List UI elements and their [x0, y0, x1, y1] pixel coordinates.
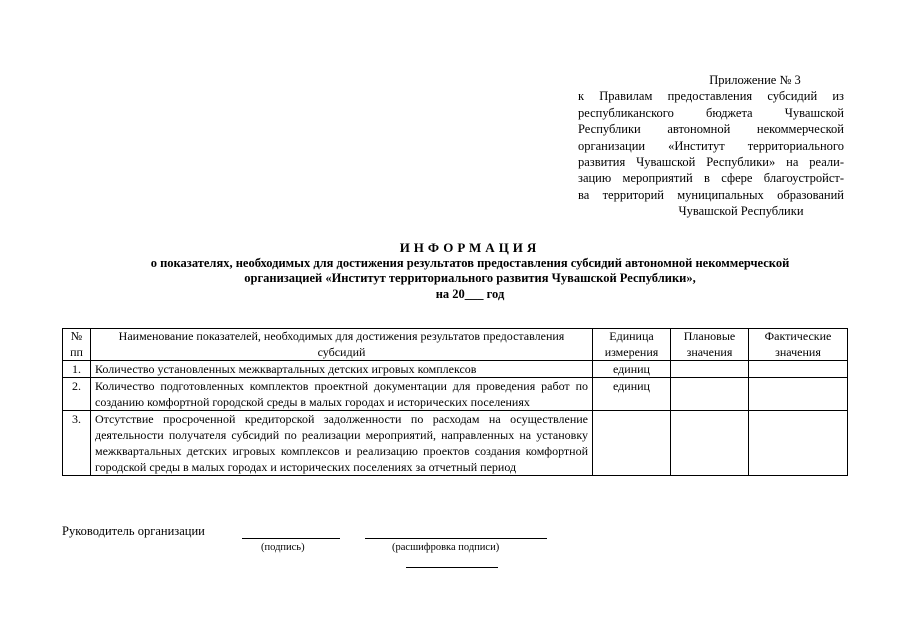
header-num: № пп [63, 329, 91, 361]
heading-line-1: о показателях, необходимых для достижения результатов предоставления субсидий автономной некоммерческой [150, 255, 790, 270]
table-header-row [63, 329, 848, 361]
appendix-line: к Правилам предоставления субсидий из [578, 89, 844, 104]
signature-label: Руководитель организации [62, 524, 205, 538]
row-unit [593, 411, 671, 476]
header-fact: Фактические значения [749, 329, 848, 361]
header-unit: Единица измерения [593, 329, 671, 361]
row-plan [671, 361, 749, 378]
table-row [63, 378, 848, 411]
signature-line[interactable] [242, 538, 340, 539]
row-name: Количество подготовленных комплектов проектной документации для проведения работ по созданию комфортной городской среды в малых городах и исторических поселениях [91, 378, 593, 411]
appendix-line: ва территорий муниципальных образований [578, 187, 844, 202]
row-num: 1. [63, 361, 91, 378]
appendix-line: развития Чувашской Республики» на реали- [578, 155, 844, 170]
row-unit: единиц [593, 361, 671, 378]
signature-block [62, 524, 662, 584]
row-num: 2. [63, 378, 91, 411]
signature-decode-caption: (расшифровка подписи) [392, 542, 500, 553]
signature-caption: (подпись) [261, 542, 305, 553]
document-heading [60, 240, 880, 302]
row-fact [749, 411, 848, 476]
header-plan: Плановые значения [671, 329, 749, 361]
appendix-line: Чувашской Республики [678, 204, 804, 219]
header-name: Наименование показателей, необходимых для достижения результатов предоставления субсидий [91, 329, 593, 361]
heading-title: ИНФОРМАЦИЯ [399, 240, 541, 255]
row-name: Количество установленных межквартальных детских игровых комплексов [91, 361, 593, 378]
signature-decode-line[interactable] [365, 538, 547, 539]
indicators-table [62, 328, 848, 476]
appendix-line: зацию мероприятий в сфере благоустройст- [578, 171, 844, 186]
heading-line-2: организацией «Институт территориального развития Чувашской Республики», [244, 271, 696, 285]
date-line[interactable] [406, 567, 498, 568]
table-row [63, 361, 848, 378]
appendix-block [578, 72, 844, 220]
table-row [63, 411, 848, 476]
appendix-title: Приложение № 3 [709, 73, 801, 87]
row-name: Отсутствие просроченной кредиторской задолженности по расходам на осуществление деятельности получателя субсидий по реализации мероприятий, направленных на установку межквартальных детских игровых комплексов и реализацию проектов создания комфортной городской среды в малых городах и исторических поселениях за отчетный период [91, 411, 593, 476]
heading-line-3: на 20___ год [435, 286, 505, 301]
appendix-line: Республики автономной некоммерческой [578, 122, 844, 137]
row-num: 3. [63, 411, 91, 476]
appendix-line: республиканского бюджета Чувашской [578, 105, 844, 120]
row-plan [671, 411, 749, 476]
row-fact [749, 361, 848, 378]
row-plan [671, 378, 749, 411]
appendix-line: организации «Институт территориального [578, 138, 844, 153]
row-unit: единиц [593, 378, 671, 411]
row-fact [749, 378, 848, 411]
